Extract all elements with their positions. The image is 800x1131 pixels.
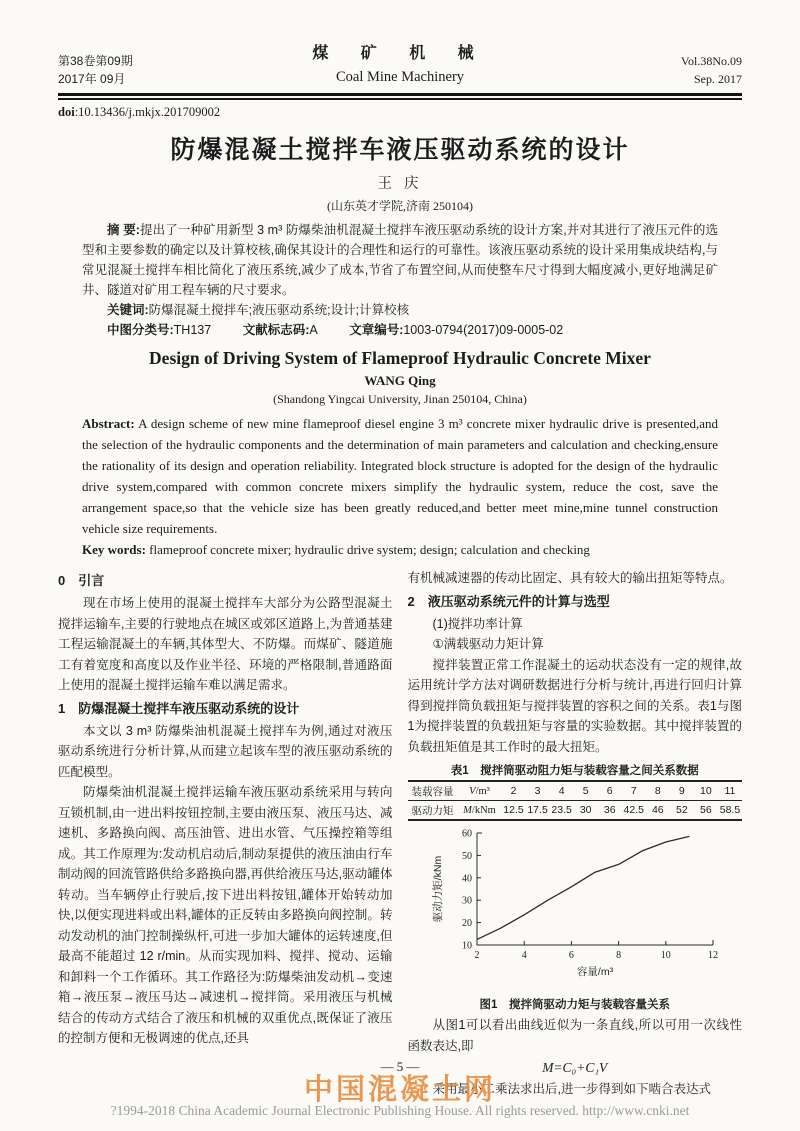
svg-text:6: 6 bbox=[568, 950, 574, 962]
table-cell: 10 bbox=[694, 781, 718, 801]
row-label: 驱动力矩 bbox=[411, 804, 454, 817]
page-number: — 5 — bbox=[380, 1059, 420, 1074]
left-column bbox=[58, 568, 393, 1100]
table-cell: 56 bbox=[700, 804, 712, 817]
svg-text:10: 10 bbox=[660, 950, 671, 962]
table-cell: 30 bbox=[579, 804, 592, 817]
abstract-en-label: Abstract: bbox=[82, 416, 135, 432]
journal-name-en: Coal Mine Machinery bbox=[335, 69, 465, 86]
journal-header bbox=[58, 42, 742, 88]
figure1 bbox=[427, 823, 723, 1012]
continuation-paragraph: 有机械减速器的传动比固定、具有较大的输出扭矩等特点。 bbox=[407, 571, 733, 586]
chart-axes bbox=[477, 833, 713, 945]
row-label: 装载容量 bbox=[408, 781, 458, 801]
section-2-subitem-1: (1)搅拌功率计算 bbox=[432, 616, 523, 631]
torque-capacity-chart bbox=[427, 823, 723, 996]
keywords-en-text: flameproof concrete mixer; hydraulic drive system; design; calculation and checking bbox=[149, 542, 590, 558]
classification-line bbox=[82, 320, 718, 340]
date-cn: 2017年 09月 bbox=[58, 71, 126, 86]
svg-text:50: 50 bbox=[461, 851, 472, 863]
svg-text:8: 8 bbox=[615, 950, 621, 962]
svg-text:2: 2 bbox=[474, 950, 480, 962]
formula-linear-model: M=C₀+C₁V bbox=[542, 1060, 608, 1076]
table-cell: 58.5 bbox=[719, 804, 741, 817]
section-0-heading: 0 引言 bbox=[58, 573, 105, 589]
article-title-cn: 防爆混凝土搅拌车液压驱动系统的设计 bbox=[170, 136, 630, 165]
chart-line-series bbox=[477, 837, 689, 940]
table-cell: 2 bbox=[502, 781, 526, 801]
relation-table bbox=[408, 780, 743, 821]
section-1-paragraph-1: 本文以 3 m³ 防爆柴油机混凝土搅拌车为例,通过对液压驱动系统进行分析计算,从而建立起该车型的液压驱动系统的匹配模型。 bbox=[58, 723, 393, 779]
table-cell: 12.5 bbox=[503, 804, 524, 817]
section-2-paragraph-3: 采用最小二乘法求出后,进一步得到如下啮合表达式 bbox=[432, 1082, 711, 1097]
clc-pair: 中图分类号:TH137 bbox=[107, 323, 212, 338]
keywords-cn-label: 关键词: bbox=[107, 303, 149, 318]
author-cn: 王 庆 bbox=[377, 176, 423, 193]
copyright-line: ?1994-2018 China Academic Journal Electronic Publishing House. All rights reserved. http://www.cnki.net bbox=[110, 1103, 690, 1118]
chart-ylabel: 驱动力矩/kNm bbox=[431, 855, 444, 923]
chart-xlabel: 容量/m³ bbox=[576, 966, 613, 979]
abstract-cn bbox=[82, 220, 718, 300]
table-cell: 9 bbox=[670, 781, 694, 801]
figure1-caption: 图1 搅拌筒驱动力矩与装载容量关系 bbox=[479, 999, 670, 1012]
watermark-text: 中国混凝土网 bbox=[303, 1074, 497, 1106]
doi-value: :10.13436/j.mkjx.201709002 bbox=[74, 105, 221, 120]
section-1-heading: 1 防爆混凝土搅拌车液压驱动系统的设计 bbox=[58, 700, 300, 716]
table1-caption: 表1 搅拌筒驱动阻力矩与装载容量之间关系数据 bbox=[450, 765, 699, 778]
keywords-cn bbox=[82, 300, 718, 320]
row-unit: M/kNm bbox=[463, 804, 496, 816]
table-row bbox=[408, 781, 743, 801]
section-2-paragraph-1: 搅拌装置正常工作混凝土的运动状态没有一定的规律,故运用统计学方法对调研数据进行分析与统计,再进行回归计算得到搅拌筒负载扭矩与搅拌装置的容积之间的关系。表1与图1为搅拌装置的负载扭矩与容量的实验数据。其中搅拌装置的负载扭矩值是其工作时的最大扭矩。 bbox=[407, 657, 742, 754]
right-column bbox=[408, 568, 743, 1100]
section-2-paragraph-2: 从图1可以看出曲线近似为一条直线,所以可用一次线性函数表达,即 bbox=[407, 1018, 742, 1053]
journal-name-cn: 煤 矿 机 械 bbox=[312, 45, 488, 62]
issue-info-en bbox=[612, 53, 742, 88]
svg-text:4: 4 bbox=[521, 950, 527, 962]
keywords-en bbox=[82, 539, 718, 560]
doi-label: doi bbox=[58, 105, 75, 120]
section-0-paragraph: 现在市场上使用的混凝土搅拌车大部分为公路型混凝土搅拌运输车,主要的行驶地点在城区或郊区道路上,为普通基建工程运输混凝土的车辆,其体型大、不防爆。而煤矿、隧道施工有着宽度和高度以及作业半径、环境的严格限制,普通路面上使用的混凝土搅拌运输车难以满足需求。 bbox=[58, 596, 393, 693]
svg-text:40: 40 bbox=[461, 873, 472, 885]
svg-text:12: 12 bbox=[707, 950, 718, 962]
svg-text:10: 10 bbox=[461, 940, 472, 952]
header-divider bbox=[58, 93, 742, 100]
volume-cn: 第38卷第09期 bbox=[58, 54, 133, 69]
row-unit: V/m³ bbox=[458, 781, 502, 801]
table-cell: 5 bbox=[574, 781, 598, 801]
body-columns bbox=[58, 568, 742, 1100]
keywords-en-label: Key words: bbox=[82, 542, 146, 558]
chart-svg bbox=[427, 823, 723, 991]
table-cell: 8 bbox=[646, 781, 670, 801]
table-cell: 42.5 bbox=[623, 804, 644, 817]
abstract-en-text: A design scheme of new mine flameproof diesel engine 3 m³ concrete mixer hydraulic drive is presented,and the selection of the hydraulic components and the determination of main parameters and calculation and checking,ensure the rationality of its design and operation reliability. Integrated block structure is adopted for the design of the hydraulic drive system,compared with common concrete mixers simplify the hydraulic system, reduce the cost, save the arrangement space,so that the vehicle size has been greatly reduced,and better meet mine,mine tunnel construction vehicle size requirements. bbox=[82, 416, 718, 537]
table-cell: 46 bbox=[651, 804, 664, 817]
table-cell: 36 bbox=[603, 804, 616, 817]
abstract-en bbox=[82, 413, 718, 539]
affiliation-cn: (山东英才学院,济南 250104) bbox=[327, 199, 473, 214]
section-1-paragraph-2: 防爆柴油机混凝土搅拌运输车液压驱动系统采用与转向互锁机制,由一进出料按钮控制,主要由液压泵、液压马达、减速机、多路换向阀、高压油管、进出水管、气压操控箱等组成。其工作原理为:发动机启动后,制动泵提供的液压油由行车制动阀的回流管路供给多路换向器,再供给液压马达,驱动罐体转动。当车辆停止行驶后,按下进出料按钮,罐体开始转动加快,以便实现进料或出料,罐体的正反转由多路换向阀控制。转动发动机的油门控制操纵杆,可进一步加大罐体的运转速度,但最高不能超过 12 r/min。从而实现加料、搅拌、搅动、运输和卸料一个工作循环。其工作路径为:防爆柴油发动机→变速箱→液压泵→液压马达→减速机→搅拌筒。采用液压与机械结合的传动方式结合了液压和机械的双重优点,既保证了液压的控制方便和无极调速的优点,还具 bbox=[58, 785, 393, 1046]
volume-en: Vol.38No.09 bbox=[680, 54, 742, 69]
english-meta-block bbox=[82, 413, 718, 560]
table-cell: 11 bbox=[718, 781, 742, 801]
doi-line bbox=[58, 105, 742, 120]
table-cell: 52 bbox=[676, 804, 688, 817]
svg-text:30: 30 bbox=[461, 895, 472, 907]
abstract-cn-label: 摘 要: bbox=[107, 223, 140, 238]
table-cell: 3 bbox=[526, 781, 550, 801]
section-2-heading: 2 液压驱动系统元件的计算与选型 bbox=[407, 593, 610, 609]
table-cell: 7 bbox=[622, 781, 646, 801]
author-en: WANG Qing bbox=[364, 373, 436, 389]
chinese-meta-block bbox=[82, 220, 718, 340]
svg-text:20: 20 bbox=[461, 918, 472, 930]
table-cell: 23.5 bbox=[551, 804, 572, 817]
affiliation-en: (Shandong Yingcai University, Jinan 250104, China) bbox=[273, 392, 527, 407]
abstract-cn-text: 提出了一种矿用新型 3 m³ 防爆柴油机混凝土搅拌车液压驱动系统的设计方案,并对其进行了液压元件的选型和主要参数的确定以及计算校核,确保其设计的合理性和运行的可靠性。该液压驱动系统的设计采用集成块结构,与常见混凝土搅拌车相比简化了液压系统,减少了成本,节省了布置空间,从而使整车尺寸得到大幅度减小,更好地满足矿井、隧道对矿用工程车辆的尺寸要求。 bbox=[82, 223, 719, 298]
doc-code-pair: 文献标志码:A bbox=[242, 323, 318, 338]
section-2-subitem-2: ①满载驱动力矩计算 bbox=[432, 637, 544, 652]
article-id-pair: 文章编号:1003-0794(2017)09-0005-02 bbox=[349, 323, 564, 338]
table-cell: 17.5 bbox=[527, 804, 548, 817]
journal-name bbox=[312, 42, 487, 88]
article-title-en: Design of Driving System of Flameproof Hydraulic Concrete Mixer bbox=[149, 348, 651, 369]
table-cell: 6 bbox=[598, 781, 622, 801]
date-en: Sep. 2017 bbox=[694, 71, 742, 86]
keywords-cn-text: 防爆混凝土搅拌车;液压驱动系统;设计;计算校核 bbox=[148, 303, 410, 318]
table-row bbox=[408, 801, 743, 821]
table-cell: 4 bbox=[550, 781, 574, 801]
issue-info-cn bbox=[58, 53, 188, 88]
svg-text:60: 60 bbox=[461, 828, 472, 840]
